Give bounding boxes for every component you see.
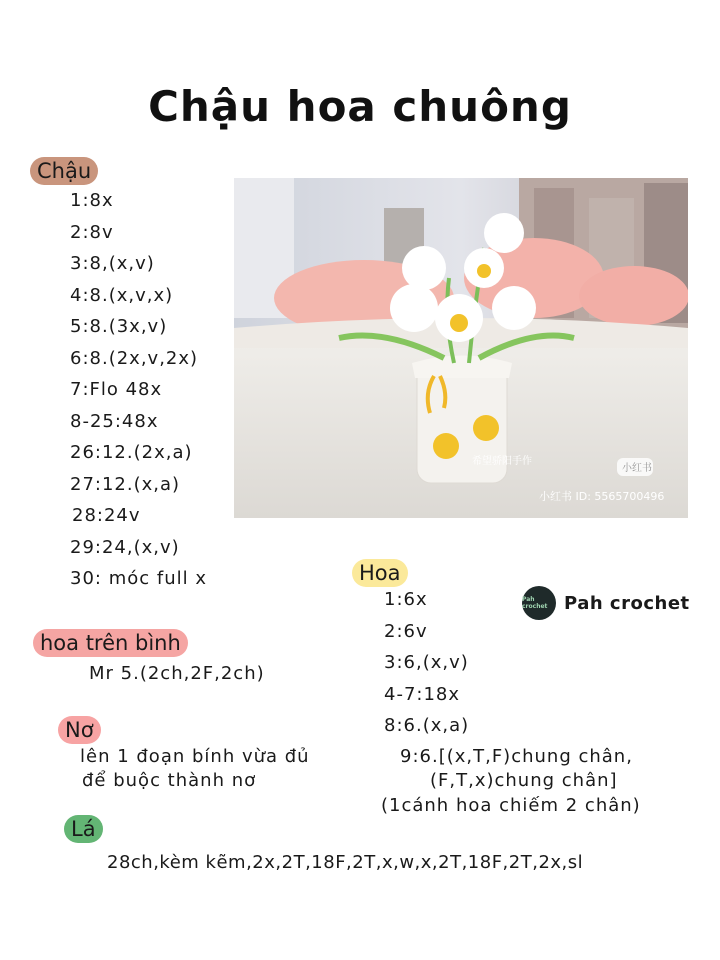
section-label-la: Lá: [64, 815, 103, 843]
chau-row: 8-25:48x: [70, 410, 159, 432]
chau-row: 27:12.(x,a): [70, 473, 181, 495]
hoa-row: 2:6v: [384, 620, 428, 642]
chau-row: 28:24v: [72, 505, 141, 526]
hoa-row: 3:6,(x,v): [384, 652, 469, 673]
chau-row: 2:8v: [70, 221, 114, 243]
chau-row: 4:8.(x,v,x): [70, 284, 174, 306]
chau-row: 29:24,(x,v): [70, 536, 180, 558]
brand-logo: Pah crochet: [522, 586, 556, 620]
chau-row: 3:8,(x,v): [70, 253, 155, 274]
chau-rows: [70, 185, 207, 595]
page-title: Chậu hoa chuông: [148, 82, 572, 131]
hoa-row: 8:6.(x,a): [384, 715, 470, 736]
chau-row: 30: móc full x: [70, 568, 207, 589]
photo-illustration: [234, 178, 688, 518]
photo-badge: 小红书: [622, 463, 652, 474]
product-photo: [234, 178, 688, 518]
chau-row: 1:8x: [70, 190, 114, 211]
section-label-no: Nơ: [58, 716, 101, 744]
brand: [522, 586, 690, 620]
brand-name: Pah crochet: [564, 592, 690, 614]
photo-watermark: 小红书 ID: 5565700496: [539, 490, 665, 503]
hoa-rows: [384, 584, 469, 742]
hoa-row9-line3: (1cánh hoa chiếm 2 chân): [381, 795, 641, 816]
hoa-row9-line2: (F,T,x)chung chân]: [430, 770, 618, 791]
hoa-row: 1:6x: [384, 589, 428, 610]
la-text: 28ch,kèm kẽm,2x,2T,18F,2T,x,w,x,2T,18F,2T,2x,sl: [107, 852, 584, 873]
svg-text:希望骄阳手作: 希望骄阳手作: [472, 456, 532, 467]
section-label-chau: Chậu: [30, 157, 98, 185]
chau-row: 5:8.(3x,v): [70, 316, 168, 337]
chau-row: 6:8.(2x,v,2x): [70, 347, 199, 369]
chau-row: 7:Flo 48x: [70, 379, 163, 400]
no-line2: để buộc thành nơ: [82, 770, 257, 791]
hoa-row9-line1: 9:6.[(x,T,F)chung chân,: [400, 746, 633, 767]
hoa-tren-binh-text: Mr 5.(2ch,2F,2ch): [89, 663, 265, 684]
hoa-row: 4-7:18x: [384, 683, 461, 705]
section-label-hoa-tren-binh: hoa trên bình: [33, 629, 188, 657]
chau-row: 26:12.(2x,a): [70, 442, 193, 463]
section-label-hoa: Hoa: [352, 559, 408, 587]
no-line1: lên 1 đoạn bính vừa đủ: [80, 746, 310, 767]
